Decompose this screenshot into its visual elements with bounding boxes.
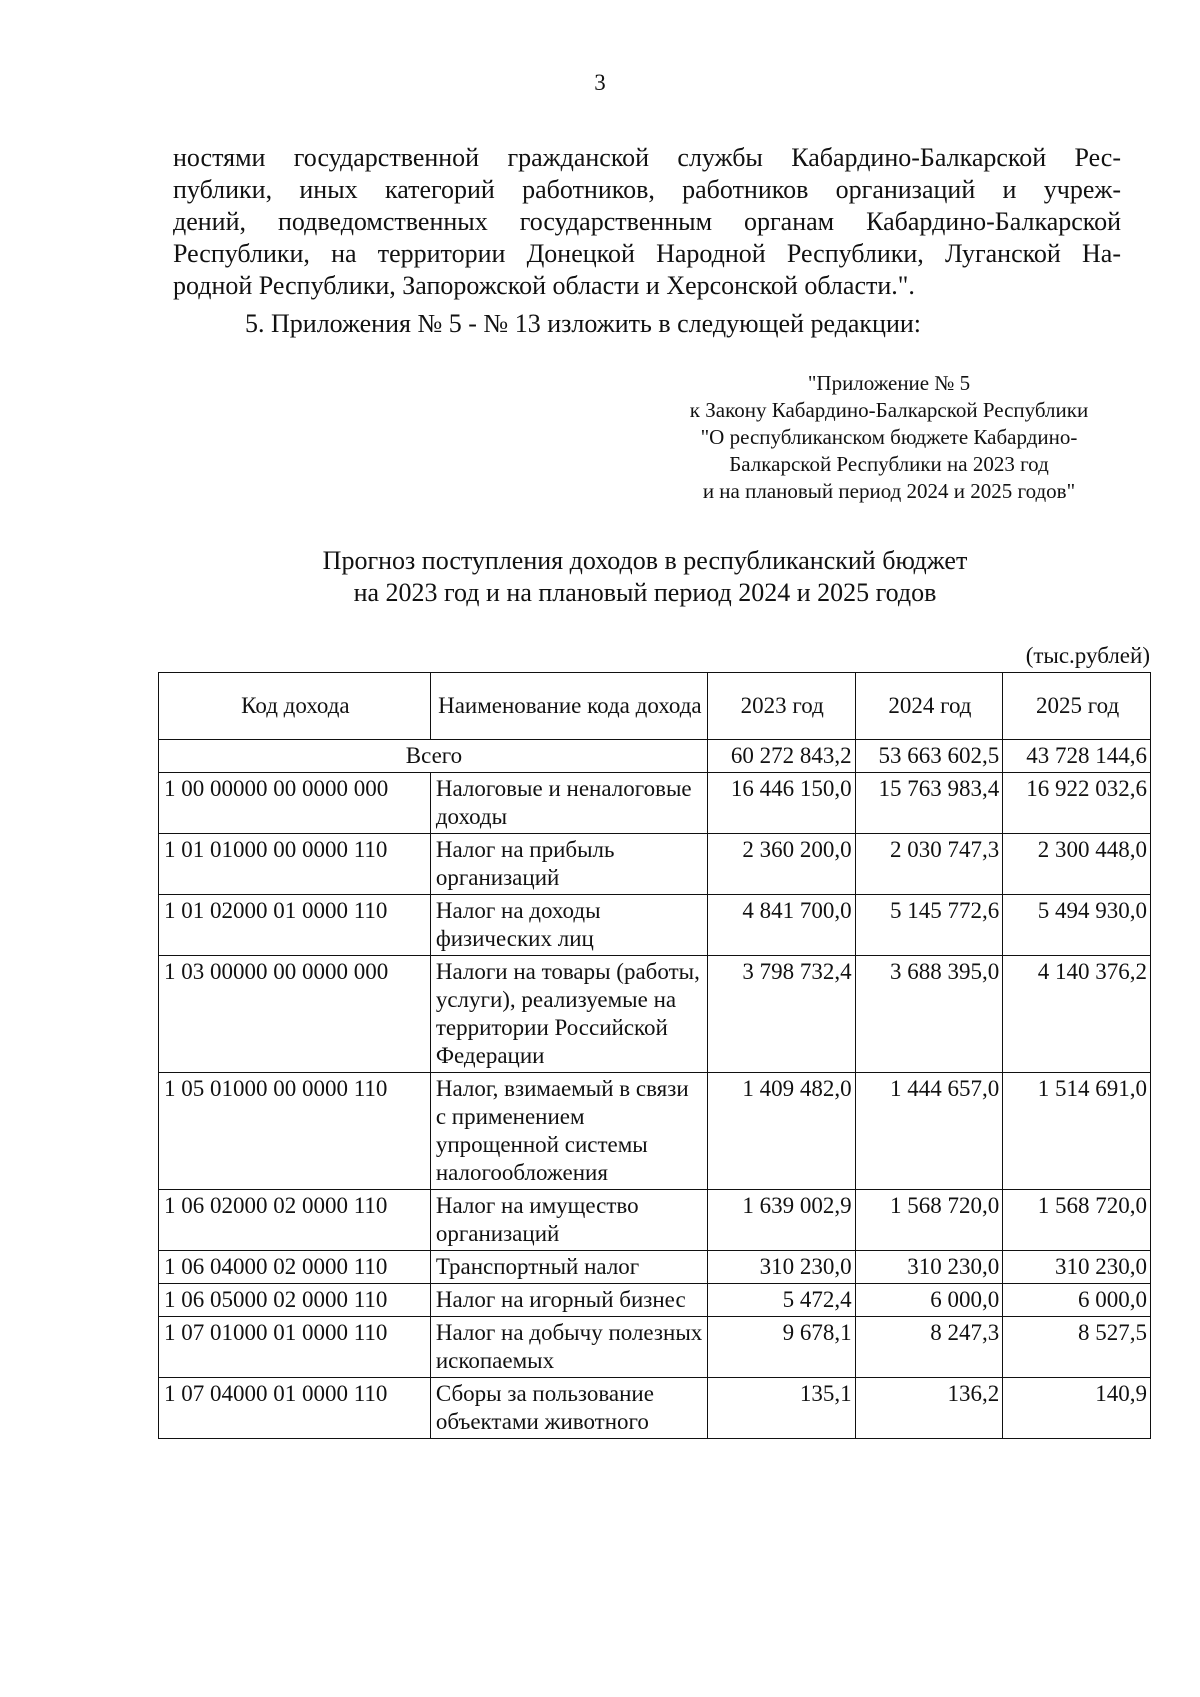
income-forecast-table	[158, 672, 1151, 1439]
value-2024-cell: 5 145 772,6	[855, 895, 1003, 956]
value-2023-cell: 16 446 150,0	[707, 773, 855, 834]
header-2023: 2023 год	[707, 673, 855, 740]
income-name-cell: Налог на добычу полезных ископаемых	[430, 1317, 707, 1378]
total-2025: 43 728 144,6	[1003, 740, 1151, 773]
value-2024-cell: 1 444 657,0	[855, 1073, 1003, 1190]
value-2023-cell: 5 472,4	[707, 1284, 855, 1317]
document-title	[150, 545, 1140, 609]
value-2023-cell: 3 798 732,4	[707, 956, 855, 1073]
value-2023-cell: 2 360 200,0	[707, 834, 855, 895]
value-2023-cell: 4 841 700,0	[707, 895, 855, 956]
value-2024-cell: 310 230,0	[855, 1251, 1003, 1284]
appendix-line: "О республиканском бюджете Кабардино-	[700, 425, 1078, 449]
value-2025-cell: 8 527,5	[1003, 1317, 1151, 1378]
value-2024-cell: 6 000,0	[855, 1284, 1003, 1317]
table-row	[159, 1073, 1151, 1190]
value-2025-cell: 6 000,0	[1003, 1284, 1151, 1317]
value-2023-cell: 1 409 482,0	[707, 1073, 855, 1190]
income-name-cell: Налог на доходы физических лиц	[430, 895, 707, 956]
table-header-row	[159, 673, 1151, 740]
income-name-cell: Налог на игорный бизнес	[430, 1284, 707, 1317]
table-row	[159, 895, 1151, 956]
value-2023-cell: 135,1	[707, 1378, 855, 1439]
value-2023-cell: 310 230,0	[707, 1251, 855, 1284]
value-2024-cell: 8 247,3	[855, 1317, 1003, 1378]
value-2025-cell: 310 230,0	[1003, 1251, 1151, 1284]
income-code-cell: 1 05 01000 00 0000 110	[159, 1073, 431, 1190]
table-row	[159, 1284, 1151, 1317]
income-code-cell: 1 06 05000 02 0000 110	[159, 1284, 431, 1317]
table-row	[159, 1190, 1151, 1251]
value-2025-cell: 140,9	[1003, 1378, 1151, 1439]
appendix-line: и на плановый период 2024 и 2025 годов"	[702, 479, 1076, 503]
amendment-paragraph: 5. Приложения № 5 - № 13 изложить в следующей редакции:	[245, 309, 922, 338]
paragraph-line: Республики, на территории Донецкой Народной Республики, Луганской На-	[173, 239, 1121, 268]
body-paragraph-continuation	[173, 142, 1121, 302]
units-label: (тыс.рублей)	[1025, 643, 1150, 668]
total-label: Всего	[159, 740, 708, 773]
income-code-cell: 1 06 02000 02 0000 110	[159, 1190, 431, 1251]
title-line: на 2023 год и на плановый период 2024 и 2025 годов	[353, 578, 937, 607]
total-row	[159, 740, 1151, 773]
value-2025-cell: 2 300 448,0	[1003, 834, 1151, 895]
income-code-cell: 1 06 04000 02 0000 110	[159, 1251, 431, 1284]
income-name-cell: Налог на имущество организаций	[430, 1190, 707, 1251]
income-name-cell: Транспортный налог	[430, 1251, 707, 1284]
value-2025-cell: 1 568 720,0	[1003, 1190, 1151, 1251]
appendix-title: "Приложение № 5	[807, 371, 971, 395]
value-2023-cell: 9 678,1	[707, 1317, 855, 1378]
value-2024-cell: 1 568 720,0	[855, 1190, 1003, 1251]
income-name-cell: Налог на прибыль организаций	[430, 834, 707, 895]
table-row	[159, 773, 1151, 834]
income-code-cell: 1 01 01000 00 0000 110	[159, 834, 431, 895]
value-2024-cell: 15 763 983,4	[855, 773, 1003, 834]
page-number: 3	[594, 70, 606, 95]
value-2023-cell: 1 639 002,9	[707, 1190, 855, 1251]
income-code-cell: 1 07 01000 01 0000 110	[159, 1317, 431, 1378]
table-row	[159, 1251, 1151, 1284]
paragraph-line: дений, подведомственных государственным органам Кабардино-Балкарской	[173, 207, 1121, 236]
table-row	[159, 834, 1151, 895]
value-2024-cell: 3 688 395,0	[855, 956, 1003, 1073]
income-name-cell: Налог, взимаемый в связи с применением упрощенной системы налогообложения	[430, 1073, 707, 1190]
income-code-cell: 1 03 00000 00 0000 000	[159, 956, 431, 1073]
income-code-cell: 1 01 02000 01 0000 110	[159, 895, 431, 956]
table-row	[159, 1378, 1151, 1439]
value-2025-cell: 5 494 930,0	[1003, 895, 1151, 956]
value-2024-cell: 136,2	[855, 1378, 1003, 1439]
header-2024: 2024 год	[855, 673, 1003, 740]
income-name-cell: Налоги на товары (работы, услуги), реализуемые на территории Российской Федерации	[430, 956, 707, 1073]
header-code: Код дохода	[159, 673, 431, 740]
value-2025-cell: 16 922 032,6	[1003, 773, 1151, 834]
title-line: Прогноз поступления доходов в республиканский бюджет	[322, 546, 968, 575]
table-row	[159, 956, 1151, 1073]
income-name-cell: Сборы за пользование объектами животного	[430, 1378, 707, 1439]
appendix-line: к Закону Кабардино-Балкарской Республики	[689, 398, 1089, 422]
appendix-header	[648, 370, 1130, 505]
header-2025: 2025 год	[1003, 673, 1151, 740]
value-2025-cell: 4 140 376,2	[1003, 956, 1151, 1073]
value-2025-cell: 1 514 691,0	[1003, 1073, 1151, 1190]
table-row	[159, 1317, 1151, 1378]
total-2024: 53 663 602,5	[855, 740, 1003, 773]
appendix-line: Балкарской Республики на 2023 год	[729, 452, 1049, 476]
paragraph-line: ностями государственной гражданской службы Кабардино-Балкарской Рес-	[173, 143, 1121, 172]
header-name: Наименование кода дохода	[430, 673, 707, 740]
value-2024-cell: 2 030 747,3	[855, 834, 1003, 895]
paragraph-line: публики, иных категорий работников, работников организаций и учреж-	[173, 175, 1121, 204]
income-code-cell: 1 00 00000 00 0000 000	[159, 773, 431, 834]
income-name-cell: Налоговые и неналоговые доходы	[430, 773, 707, 834]
paragraph-line: родной Республики, Запорожской области и Херсонской области.".	[173, 271, 915, 300]
income-code-cell: 1 07 04000 01 0000 110	[159, 1378, 431, 1439]
total-2023: 60 272 843,2	[707, 740, 855, 773]
